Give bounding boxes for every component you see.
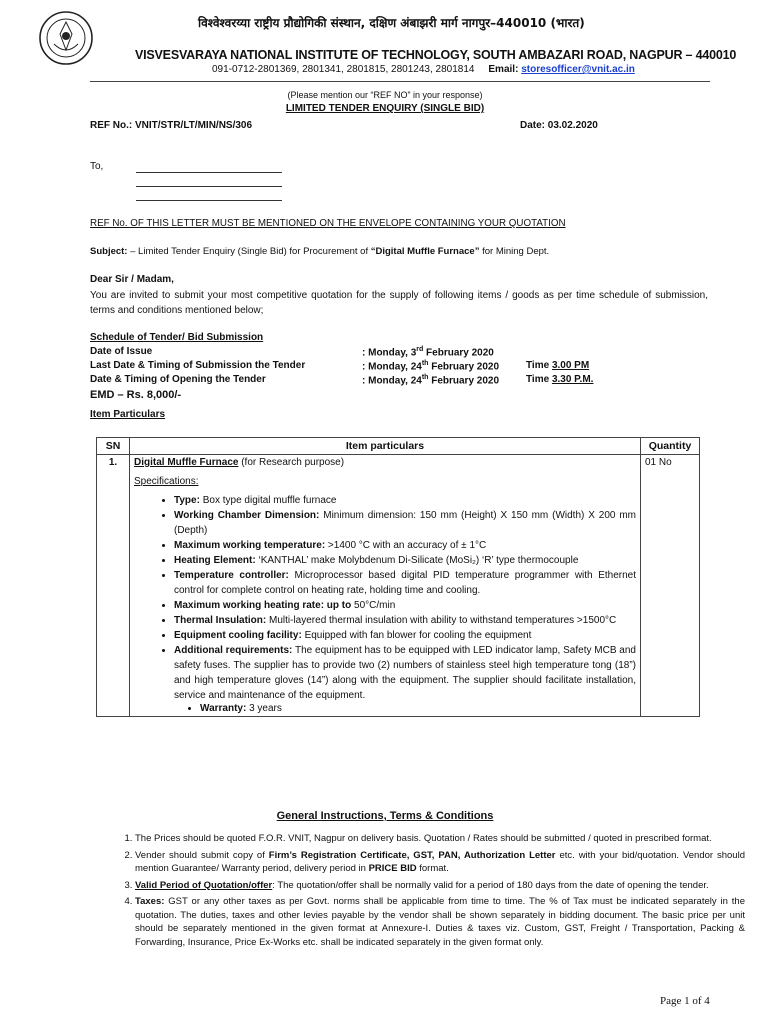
item-purpose: (for Research purpose) xyxy=(238,457,345,468)
terms-list xyxy=(100,832,745,952)
email-label: Email: xyxy=(488,64,519,75)
term-item: 2. Vender should submit copy of Firm’s Registration Certificate, GST, PAN, Authorization Letter etc. with your bid/quotation. Vendor should mention Guarantee/ Warranty period, delivery period in PRICE BID format. xyxy=(135,849,745,876)
row-quantity: 01 No xyxy=(641,455,700,717)
spec-item: • Temperature controller: Microprocessor based digital PID temperature programmer with Ethernet control for complete control on heating rate, holding time and cooling. xyxy=(174,568,636,598)
letter-date: Date: 03.02.2020 xyxy=(520,120,598,131)
row-sn: 1. xyxy=(97,455,130,717)
schedule-value: : Monday, 24th February 2020 xyxy=(362,360,500,373)
table-header-row xyxy=(97,438,700,455)
to-label: To, xyxy=(90,161,104,172)
intro-paragraph: You are invited to submit your most competitive quotation for the supply of following items / goods as per time schedule of submission, terms and conditions mentioned below; xyxy=(90,290,708,316)
spec-item: • Heating Element: ‘KANTHAL’ make Molybdenum Di-Silicate (MoSi₂) ‘R’ type thermocouple xyxy=(174,553,636,568)
spec-item: • Maximum working heating rate: up to 50°C/min xyxy=(174,598,636,613)
warranty-list xyxy=(134,703,636,714)
row-item-cell xyxy=(130,455,641,717)
table-row xyxy=(97,455,700,717)
subject-line xyxy=(90,246,549,257)
header-divider xyxy=(90,81,710,82)
warranty-label: Warranty: xyxy=(200,703,247,714)
subject-label: Subject: xyxy=(90,246,128,257)
subject-post: for Mining Dept. xyxy=(479,246,550,257)
spec-item: • Type: Box type digital muffle furnace xyxy=(174,493,636,508)
term-item: 1. The Prices should be quoted F.O.R. VNIT, Nagpur on delivery basis. Quotation / Rates should be submitted / quoted in prescribed format. xyxy=(135,832,745,846)
schedule-value: : Monday, 3rd February 2020 xyxy=(362,346,494,359)
spec-item: • Equipment cooling facility: Equipped with fan blower for cooling the equipment xyxy=(174,628,636,643)
contact-line xyxy=(212,64,635,75)
term-item: 3. Valid Period of Quotation/offer: The quotation/offer shall be normally valid for a period of 180 days from the date of opening the tender. xyxy=(135,879,745,893)
schedule-label: Last Date & Timing of Submission the Tender xyxy=(90,360,306,371)
schedule-label: Date & Timing of Opening the Tender xyxy=(90,374,266,385)
schedule-time: Time 3.30 P.M. xyxy=(526,374,594,385)
item-particulars-heading: Item Particulars xyxy=(90,409,166,420)
schedule-value: : Monday, 24th February 2020 xyxy=(362,374,500,387)
ref-number: REF No.: VNIT/STR/LT/MIN/NS/306 xyxy=(90,120,253,131)
schedule-time: Time 3.00 PM xyxy=(526,360,590,371)
address-blank-1 xyxy=(136,172,282,173)
specifications-label: Specifications: xyxy=(134,476,199,487)
col-sn: SN xyxy=(97,438,130,455)
warranty-item xyxy=(200,703,636,714)
spec-list xyxy=(134,493,636,703)
term-item: 4. Taxes: GST or any other taxes as per Govt. norms shall be applicable from time to time. The % of Tax must be indicated separately in the quotation. The duties, taxes and other levies payable by the vendor shall be shown separately in bidding document. The basic price per unit should be separately mentioned in the given format at Annexure-I. Duties & taxes viz. Custom, GST, Freight / Transportation, Packing & Forwarding, Insurance, Price Ex-Works etc. shall be indicated separately in the given format only. xyxy=(135,895,745,949)
hindi-header: विश्वेश्वरय्या राष्ट्रीय प्रौद्योगिकी संस्थान, दक्षिण अंबाझरी मार्ग नागपुर–440010 (भारत) xyxy=(198,16,585,30)
spec-item: • Maximum working temperature: >1400 °C with an accuracy of ± 1°C xyxy=(174,538,636,553)
schedule-label: Date of Issue xyxy=(90,346,153,357)
phone-numbers: 091-0712-2801369, 2801341, 2801815, 2801243, 2801814 xyxy=(212,64,475,75)
item-name: Digital Muffle Furnace xyxy=(134,457,239,468)
spec-item: • Thermal Insulation: Multi-layered thermal insulation with ability to withstand temperatures >1500°C xyxy=(174,613,636,628)
ref-note: (Please mention our “REF NO” in your response) xyxy=(287,90,483,100)
items-table xyxy=(96,437,700,717)
spec-item: • Working Chamber Dimension: Minimum dimension: 150 mm (Height) X 150 mm (Width) X 200 mm (Depth) xyxy=(174,508,636,538)
subject-pre: – Limited Tender Enquiry (Single Bid) for Procurement of xyxy=(127,246,371,257)
emd-amount: EMD – Rs. 8,000/- xyxy=(90,389,182,401)
address-blank-2 xyxy=(136,186,282,187)
address-blank-3 xyxy=(136,200,282,201)
spec-item: • Additional requirements: The equipment has to be equipped with LED indicator lamp, Safety MCB and safety fuses. The supplier has to provide two (2) numbers of stainless steel high temperature tong (18”) and high temperature gloves (14”) along with the equipment. The supplier should facilitate installation, service and maintenance of the equipment. xyxy=(174,643,636,703)
document-title: LIMITED TENDER ENQUIRY (SINGLE BID) xyxy=(285,103,485,114)
warranty-value: 3 years xyxy=(246,703,282,714)
institute-logo xyxy=(38,10,94,66)
col-item: Item particulars xyxy=(130,438,641,455)
salutation: Dear Sir / Madam, xyxy=(90,274,174,285)
schedule-heading: Schedule of Tender/ Bid Submission xyxy=(90,332,264,343)
envelope-note: REF No. OF THIS LETTER MUST BE MENTIONED ON THE ENVELOPE CONTAINING YOUR QUOTATION xyxy=(90,218,566,229)
terms-heading: General Instructions, Terms & Conditions xyxy=(276,810,494,822)
subject-item: “Digital Muffle Furnace” xyxy=(370,246,480,257)
email-link[interactable]: storesofficer@vnit.ac.in xyxy=(521,64,635,75)
page-number: Page 1 of 4 xyxy=(660,995,710,1007)
institute-name: VISVESVARAYA NATIONAL INSTITUTE OF TECHNOLOGY, SOUTH AMBAZARI ROAD, NAGPUR – 440010 xyxy=(135,48,737,62)
col-quantity: Quantity xyxy=(641,438,700,455)
